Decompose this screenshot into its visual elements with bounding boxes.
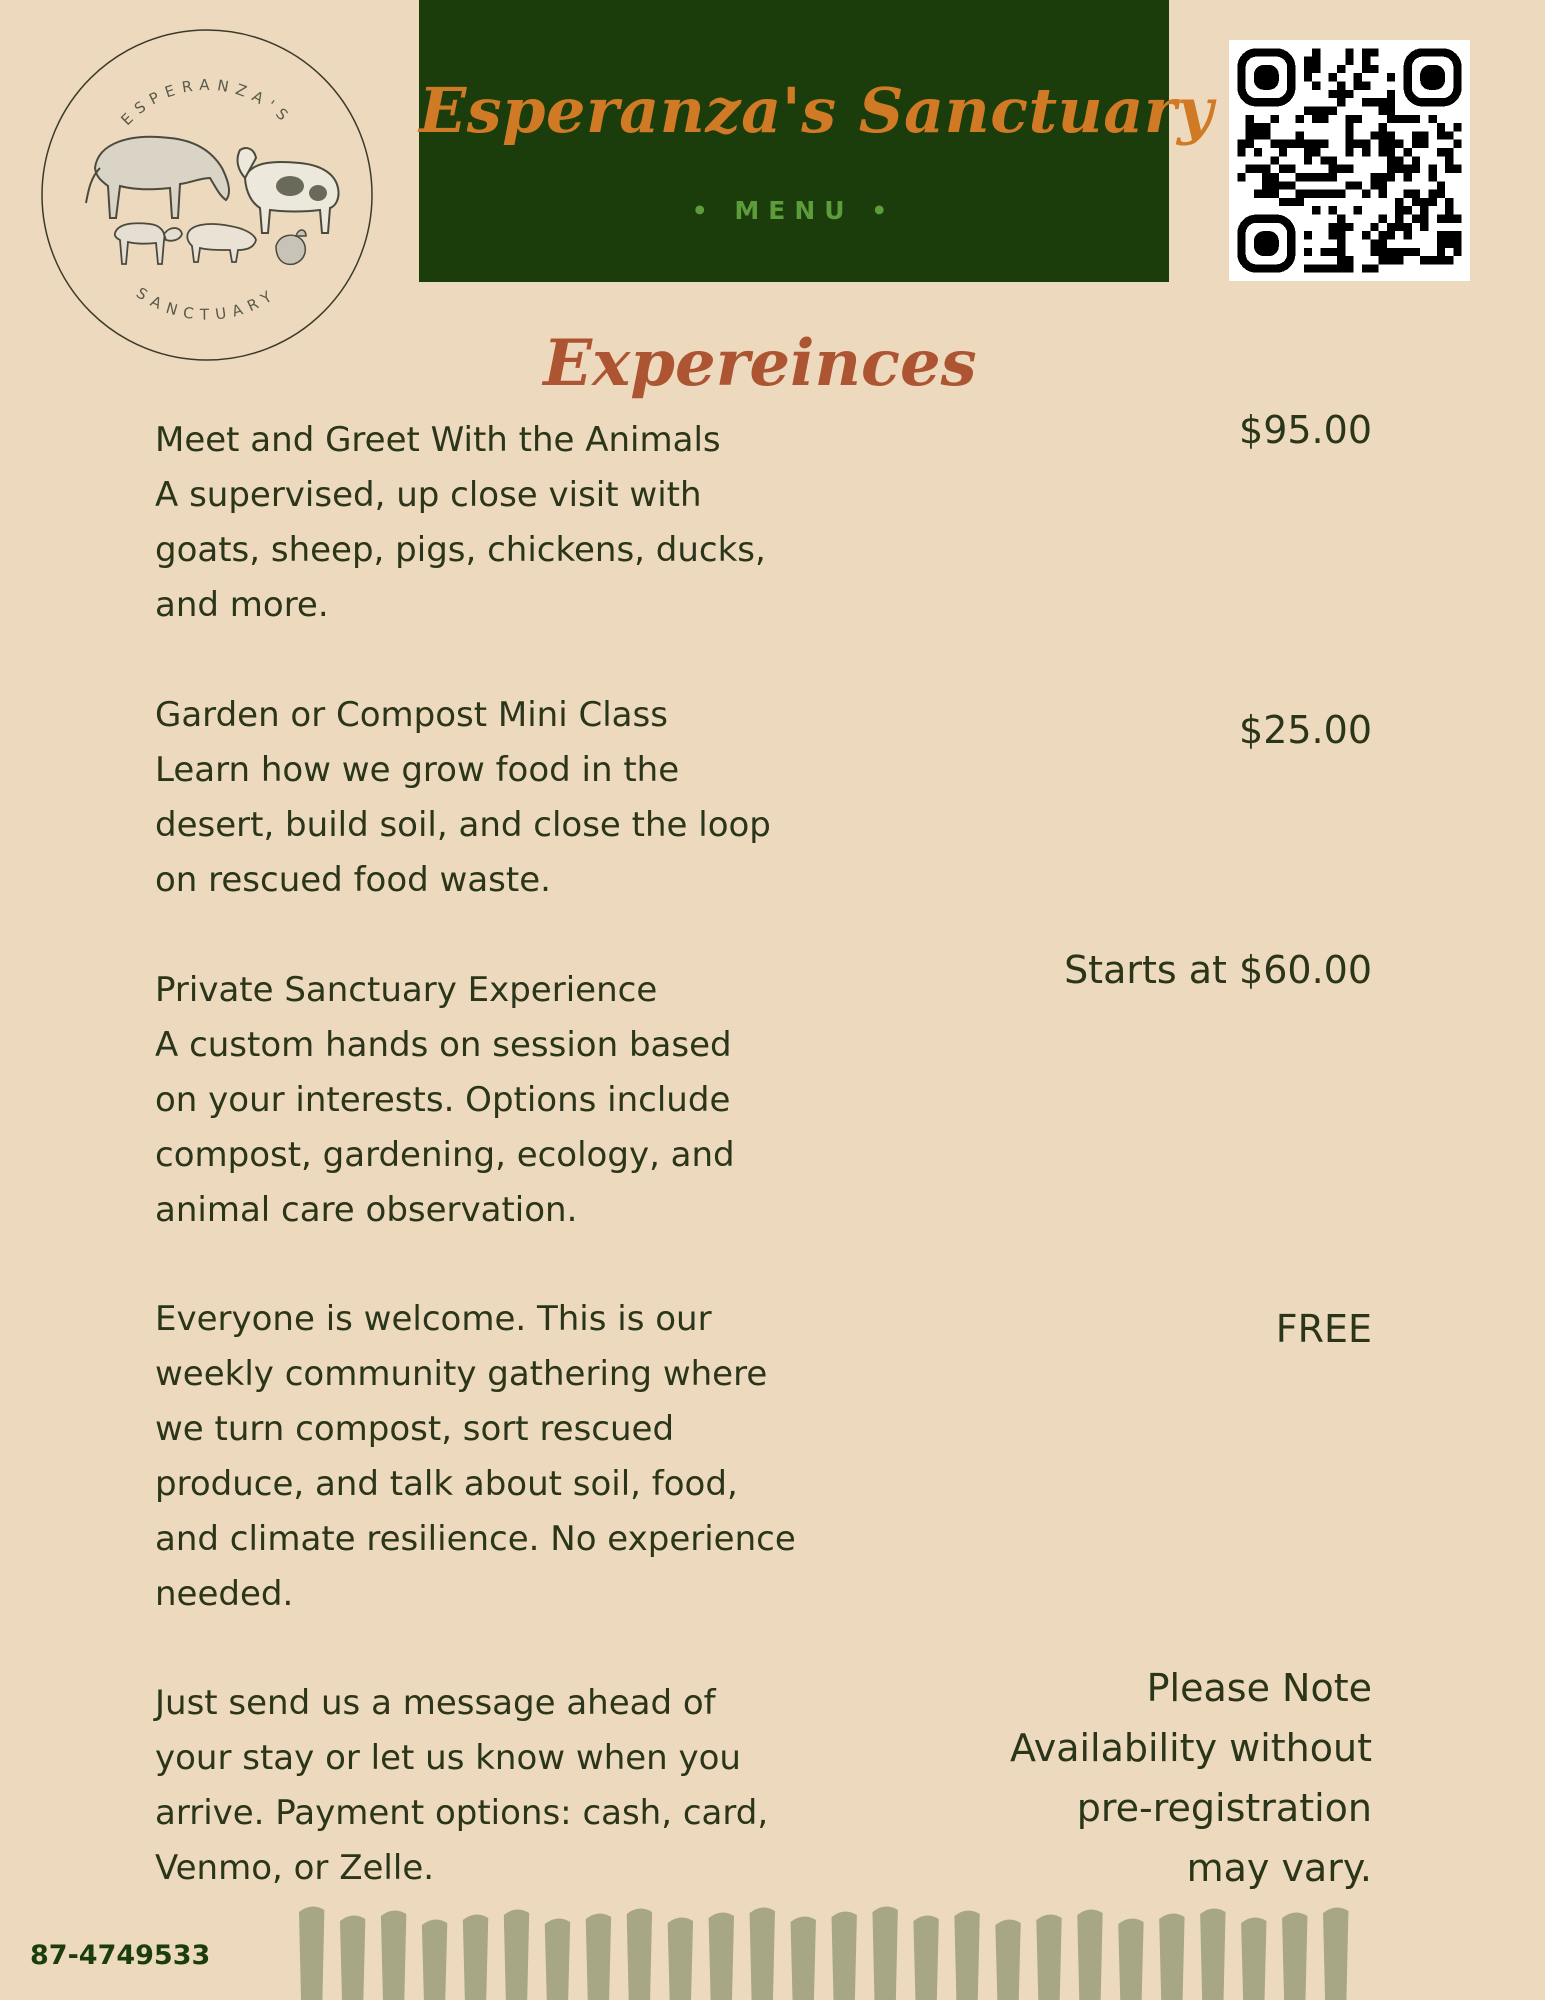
page-title: Esperanza's Sanctuary [419,74,1214,147]
brush-stroke-decoration [295,1900,1360,2000]
sanctuary-logo [40,28,374,362]
item-price-meet-and-greet: $95.00 [1239,408,1372,452]
horse-icon [86,137,229,218]
header-banner [419,0,1214,282]
item-price-garden-class: $25.00 [1239,708,1372,752]
pig-icon [187,224,256,262]
item-description-private-experience: Private Sanctuary Experience A custom hands on session based on your interests. Options include compost, gardening, ecology, and animal care observation. [155,970,735,1230]
menu-subtitle: • MENU • [691,196,897,225]
goat-icon [115,223,182,264]
phone-number: 87-4749533 [30,1940,211,1971]
item-price-community-gathering: FREE [1275,1307,1372,1351]
chicken-icon [276,230,306,264]
item-description-community-gathering: Everyone is welcome. This is our weekly community gathering where we turn compost, sort rescued produce, and talk about soil, food, and climate resilience. No experience needed. [155,1299,796,1614]
cow-icon [238,148,339,233]
availability-note: Please Note Availability without pre-registration may vary. [1009,1666,1372,1890]
item-description-meet-and-greet: Meet and Greet With the Animals A supervised, up close visit with goats, sheep, pigs, chickens, ducks, and more. [155,420,766,625]
logo-top-text: ESPERANZA'S [117,75,297,129]
booking-note: Just send us a message ahead of your stay or let us know when you arrive. Payment options: cash, card, Venmo, or Zelle. [155,1683,769,1888]
logo-bottom-text: SANCTUARY [132,283,282,324]
item-description-garden-class: Garden or Compost Mini Class Learn how we grow food in the desert, build soil, and close the loop on rescued food waste. [155,695,771,900]
section-title: Expereinces [543,326,977,401]
qr-code-icon [1229,40,1470,281]
item-price-private-experience: Starts at $60.00 [1064,948,1372,992]
